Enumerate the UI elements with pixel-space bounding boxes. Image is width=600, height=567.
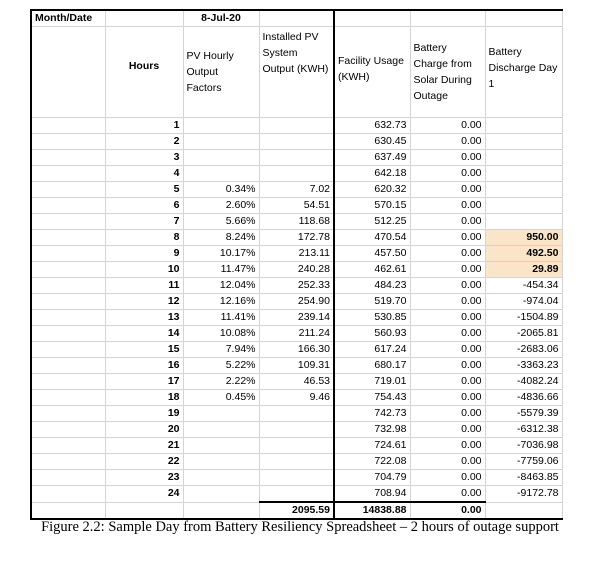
battery-discharge-cell [485,198,562,214]
table-row [31,262,562,278]
table-row [31,374,562,390]
facility-usage-cell: 732.98 [334,422,410,438]
battery-charge-cell: 0.00 [410,310,485,326]
battery-discharge-cell [485,134,562,150]
blank-cell [105,10,183,27]
hour-cell: 10 [105,262,183,278]
installed-pv-cell: 109.31 [259,358,334,374]
blank-cell [31,454,105,470]
installed-pv-cell: 254.90 [259,294,334,310]
pv-factor-cell [183,438,259,454]
installed-pv-cell [259,486,334,503]
table-row [31,486,562,503]
facility-usage-cell: 742.73 [334,406,410,422]
title-row [31,10,562,27]
facility-usage-cell: 632.73 [334,118,410,134]
blank-cell [485,10,562,27]
blank-cell [31,262,105,278]
facility-usage-header: Facility Usage (KWH) [334,27,410,118]
installed-pv-cell: 118.68 [259,214,334,230]
hour-cell: 19 [105,406,183,422]
hour-cell: 8 [105,230,183,246]
facility-usage-cell: 637.49 [334,150,410,166]
battery-charge-cell: 0.00 [410,214,485,230]
pv-factor-cell: 8.24% [183,230,259,246]
table-row [31,342,562,358]
installed-pv-cell: 172.78 [259,230,334,246]
battery-discharge-cell: -9172.78 [485,486,562,503]
pv-factor-cell [183,486,259,503]
pv-factor-cell: 0.45% [183,390,259,406]
table-row [31,230,562,246]
date-label: 8-Jul-20 [183,10,259,27]
blank-cell [31,182,105,198]
battery-discharge-cell: -1504.89 [485,310,562,326]
blank-cell [259,10,334,27]
hour-cell: 2 [105,134,183,150]
installed-pv-header: Installed PV System Output (KWH) [259,27,334,118]
battery-charge-cell: 0.00 [410,166,485,182]
installed-pv-cell: 7.02 [259,182,334,198]
hour-cell: 15 [105,342,183,358]
table-row [31,134,562,150]
battery-charge-cell: 0.00 [410,118,485,134]
battery-discharge-cell [485,118,562,134]
hour-cell: 16 [105,358,183,374]
pv-factor-cell: 5.22% [183,358,259,374]
table-row [31,278,562,294]
installed-pv-cell: 211.24 [259,326,334,342]
blank-cell [31,134,105,150]
battery-discharge-cell: -4082.24 [485,374,562,390]
battery-charge-cell: 0.00 [410,358,485,374]
blank-cell [31,294,105,310]
blank-cell [31,470,105,486]
table-row [31,294,562,310]
installed-pv-cell [259,118,334,134]
table-row [31,310,562,326]
table-row [31,470,562,486]
blank-cell [183,502,259,519]
facility-usage-cell: 617.24 [334,342,410,358]
blank-cell [31,230,105,246]
total-charge-cell: 0.00 [410,502,485,519]
battery-charge-cell: 0.00 [410,486,485,503]
battery-charge-cell: 0.00 [410,422,485,438]
table-row [31,150,562,166]
installed-pv-cell [259,166,334,182]
blank-cell [31,390,105,406]
facility-usage-cell: 530.85 [334,310,410,326]
battery-charge-cell: 0.00 [410,198,485,214]
table-row [31,358,562,374]
hour-cell: 11 [105,278,183,294]
figure-caption: Figure 2.2: Sample Day from Battery Resiliency Spreadsheet – 2 hours of outage support [41,519,559,535]
blank-cell [31,27,105,118]
battery-charge-cell: 0.00 [410,342,485,358]
pv-factor-cell: 5.66% [183,214,259,230]
hour-cell: 20 [105,422,183,438]
installed-pv-cell: 213.11 [259,246,334,262]
battery-discharge-cell: -974.04 [485,294,562,310]
battery-charge-cell: 0.00 [410,262,485,278]
table-row [31,422,562,438]
battery-discharge-cell [485,150,562,166]
installed-pv-cell [259,422,334,438]
pv-factor-cell [183,134,259,150]
facility-usage-cell: 680.17 [334,358,410,374]
battery-discharge-cell: -2683.06 [485,342,562,358]
battery-charge-cell: 0.00 [410,246,485,262]
installed-pv-cell: 9.46 [259,390,334,406]
installed-pv-cell [259,150,334,166]
blank-cell [105,502,183,519]
hour-cell: 24 [105,486,183,503]
battery-resiliency-table [30,9,563,520]
battery-discharge-cell [485,214,562,230]
facility-usage-cell: 724.61 [334,438,410,454]
blank-cell [31,358,105,374]
facility-usage-cell: 470.54 [334,230,410,246]
pv-factor-cell: 10.08% [183,326,259,342]
facility-usage-cell: 620.32 [334,182,410,198]
pv-factor-cell [183,166,259,182]
blank-cell [31,406,105,422]
hour-cell: 17 [105,374,183,390]
table-row [31,246,562,262]
battery-discharge-cell: -6312.38 [485,422,562,438]
facility-usage-cell: 512.25 [334,214,410,230]
hour-cell: 5 [105,182,183,198]
installed-pv-cell [259,134,334,150]
pv-factor-cell [183,470,259,486]
blank-cell [31,486,105,503]
table-row [31,390,562,406]
pv-factor-cell [183,422,259,438]
hour-cell: 14 [105,326,183,342]
hour-cell: 13 [105,310,183,326]
facility-usage-cell: 457.50 [334,246,410,262]
battery-charge-cell: 0.00 [410,182,485,198]
table-row [31,166,562,182]
blank-cell [31,150,105,166]
battery-discharge-cell: -5579.39 [485,406,562,422]
battery-discharge-cell: 492.50 [485,246,562,262]
blank-cell [410,10,485,27]
table-row [31,406,562,422]
battery-discharge-cell: -3363.23 [485,358,562,374]
blank-cell [31,374,105,390]
blank-cell [334,10,410,27]
pv-factor-cell: 12.04% [183,278,259,294]
installed-pv-cell [259,438,334,454]
hour-cell: 23 [105,470,183,486]
hour-cell: 22 [105,454,183,470]
battery-discharge-cell [485,166,562,182]
blank-cell [31,342,105,358]
hour-cell: 4 [105,166,183,182]
hour-cell: 3 [105,150,183,166]
battery-charge-header: Battery Charge from Solar During Outage [410,27,485,118]
hour-cell: 21 [105,438,183,454]
blank-cell [31,438,105,454]
table-row [31,454,562,470]
battery-charge-cell: 0.00 [410,150,485,166]
header-row [31,27,562,118]
blank-cell [485,502,562,519]
installed-pv-cell: 240.28 [259,262,334,278]
hour-cell: 9 [105,246,183,262]
blank-cell [31,310,105,326]
facility-usage-cell: 519.70 [334,294,410,310]
hour-cell: 6 [105,198,183,214]
battery-discharge-cell: -4836.66 [485,390,562,406]
installed-pv-cell: 46.53 [259,374,334,390]
installed-pv-cell [259,470,334,486]
battery-charge-cell: 0.00 [410,294,485,310]
table-row [31,118,562,134]
facility-usage-cell: 462.61 [334,262,410,278]
table-row [31,182,562,198]
facility-usage-cell: 754.43 [334,390,410,406]
facility-usage-cell: 560.93 [334,326,410,342]
blank-cell [31,198,105,214]
pv-factor-cell [183,150,259,166]
battery-discharge-cell: 950.00 [485,230,562,246]
pv-factor-cell: 2.60% [183,198,259,214]
pv-factor-cell: 10.17% [183,246,259,262]
battery-charge-cell: 0.00 [410,374,485,390]
facility-usage-cell: 642.18 [334,166,410,182]
pv-factor-cell [183,118,259,134]
blank-cell [31,422,105,438]
pv-factor-cell: 11.41% [183,310,259,326]
battery-charge-cell: 0.00 [410,230,485,246]
hours-header: Hours [105,27,183,118]
pv-factor-cell: 0.34% [183,182,259,198]
battery-charge-cell: 0.00 [410,390,485,406]
blank-cell [31,502,105,519]
total-usage-cell: 14838.88 [334,502,410,519]
facility-usage-cell: 570.15 [334,198,410,214]
table-row [31,198,562,214]
hour-cell: 7 [105,214,183,230]
battery-charge-cell: 0.00 [410,134,485,150]
totals-row [31,502,562,519]
pv-factor-cell [183,406,259,422]
installed-pv-cell: 166.30 [259,342,334,358]
battery-discharge-cell: 29.89 [485,262,562,278]
facility-usage-cell: 484.23 [334,278,410,294]
pv-factor-cell: 7.94% [183,342,259,358]
battery-discharge-cell: -7036.98 [485,438,562,454]
table-row [31,214,562,230]
battery-charge-cell: 0.00 [410,278,485,294]
blank-cell [31,166,105,182]
facility-usage-cell: 722.08 [334,454,410,470]
facility-usage-cell: 708.94 [334,486,410,503]
blank-cell [31,246,105,262]
facility-usage-cell: 704.79 [334,470,410,486]
hour-cell: 18 [105,390,183,406]
battery-charge-cell: 0.00 [410,470,485,486]
installed-pv-cell: 239.14 [259,310,334,326]
pv-factor-cell: 12.16% [183,294,259,310]
pv-factors-header: PV Hourly Output Factors [183,27,259,118]
installed-pv-cell [259,454,334,470]
blank-cell [31,326,105,342]
battery-charge-cell: 0.00 [410,406,485,422]
blank-cell [31,118,105,134]
hour-cell: 1 [105,118,183,134]
hour-cell: 12 [105,294,183,310]
table-row [31,326,562,342]
pv-factor-cell [183,454,259,470]
battery-discharge-cell: -7759.06 [485,454,562,470]
pv-factor-cell: 11.47% [183,262,259,278]
facility-usage-cell: 719.01 [334,374,410,390]
installed-pv-cell: 252.33 [259,278,334,294]
installed-pv-cell [259,406,334,422]
battery-discharge-cell [485,182,562,198]
battery-discharge-cell: -454.34 [485,278,562,294]
table-row [31,438,562,454]
month-date-label: Month/Date [31,10,105,27]
battery-discharge-cell: -2065.81 [485,326,562,342]
installed-pv-cell: 54.51 [259,198,334,214]
blank-cell [31,214,105,230]
total-pv-cell: 2095.59 [259,502,334,519]
facility-usage-cell: 630.45 [334,134,410,150]
battery-charge-cell: 0.00 [410,326,485,342]
battery-charge-cell: 0.00 [410,438,485,454]
pv-factor-cell: 2.22% [183,374,259,390]
battery-discharge-header: Battery Discharge Day 1 [485,27,562,118]
battery-charge-cell: 0.00 [410,454,485,470]
blank-cell [31,278,105,294]
battery-discharge-cell: -8463.85 [485,470,562,486]
